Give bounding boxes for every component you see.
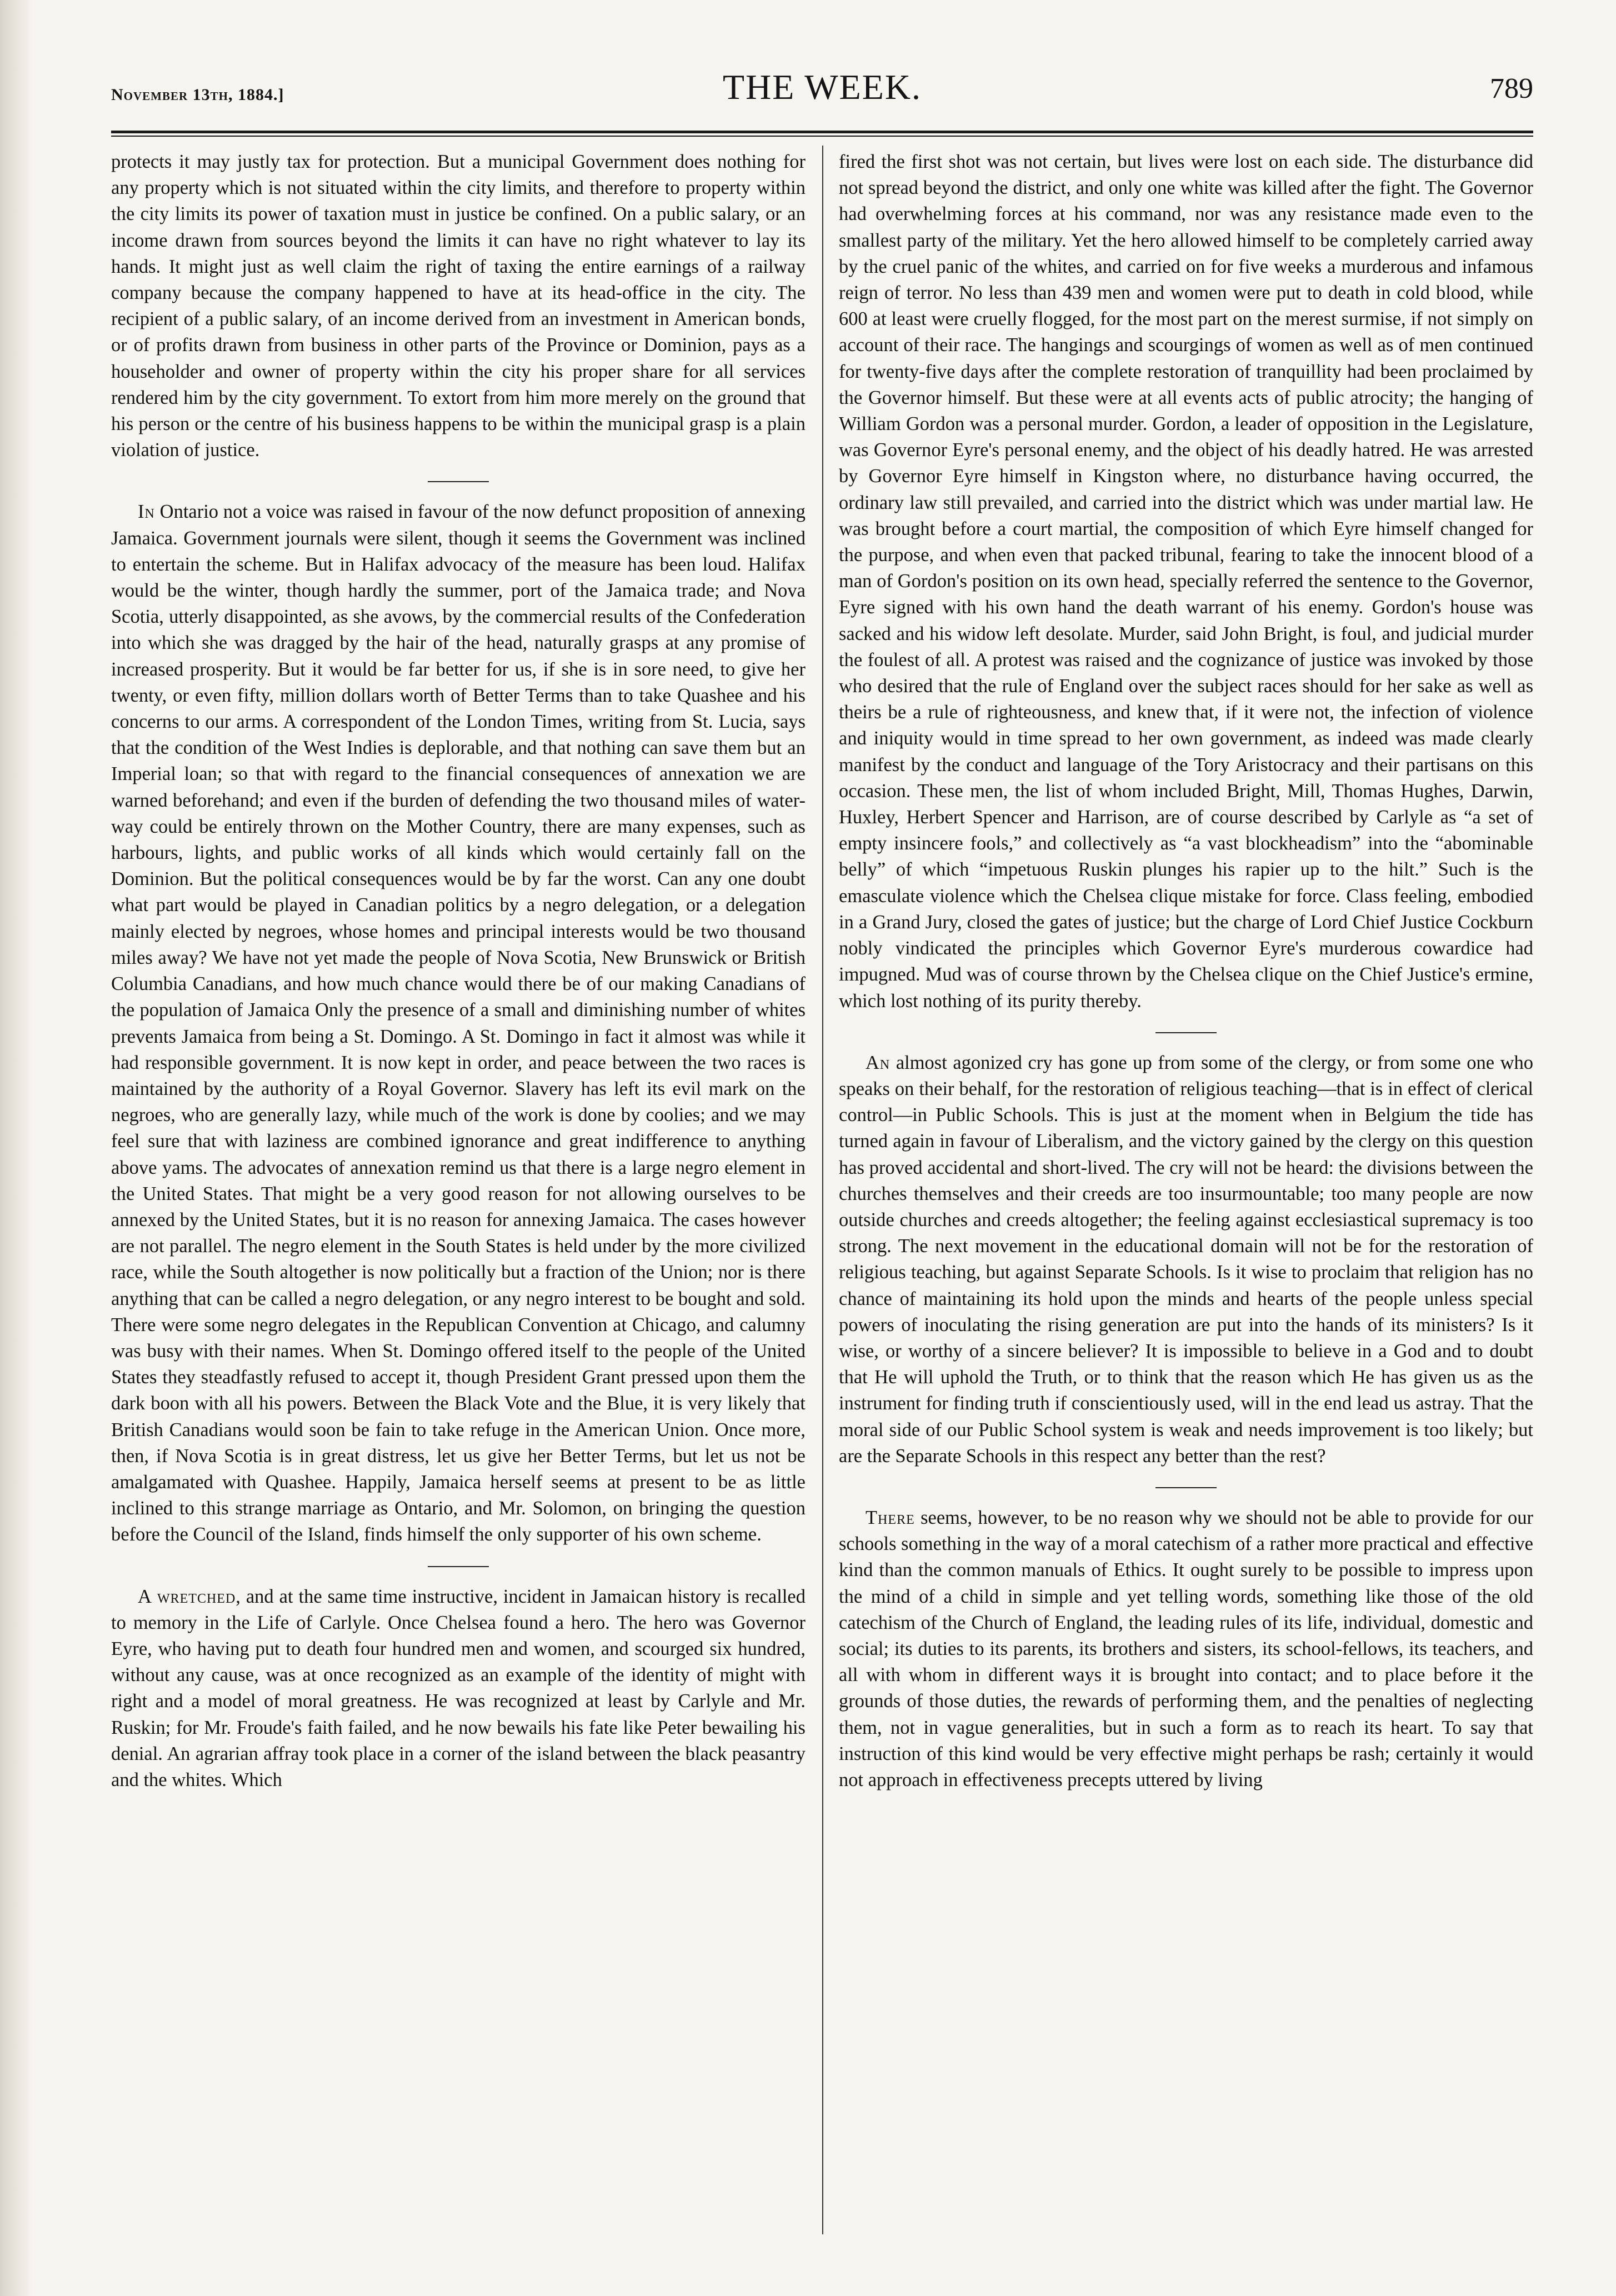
paragraph-text: almost agonized cry has gone up from some of the clergy, or from some one who speaks on their behalf, for the restoration of religious teaching—that is in effect of clerical control—in Public Schools. This is just at the moment when in Belgium the tide has turned again in favour of Liberalism, and the victory gained by the clergy on this question has proved accidental and short-lived. The cry will not be heard: the divisions between the churches themselves and their creeds are too insurmountable; too many people are now outside churches and creeds altogether; the feeling against ecclesiastical supremacy is too strong. The next movement in the educational domain will not be for the restoration of religious teaching, but against Separate Schools. Is it wise to proclaim that religion has no chance of maintaining its hold upon the minds and hearts of the people unless special powers of inoculating the rising generation are put into the hands of its ministers? Is it wise, or worthy of a sincere believer? It is impossible to believe in a God and to doubt that He will uphold the Truth, or to think that the reason which He has given us as the instrument for finding truth if conscientiously used, will in the end lead us astray. That the moral side of our Public School system is weak and needs improvement is too likely; but are the Separate Schools in this respect any better than the rest? — [839, 1052, 1533, 1467]
paragraph-lead: An — [865, 1052, 890, 1073]
left-column — [111, 149, 806, 1793]
issue-date: November 13th, 1884.] — [111, 86, 284, 104]
running-header — [111, 67, 1533, 122]
paragraph-text: protects it may justly tax for protection. But a municipal Government does nothing for any property which is not situated within the city limits, and therefore to property within the city limits its power of taxation must in justice be confined. On a public salary, or an income drawn from sources beyond the limits it can have no right whatever to lay its hands. It might just as well claim the right of taxing the entire earnings of a railway company because the company happened to have at its head-office in the city. The recipient of a public salary, of an income derived from an investment in American bonds, or of profits drawn from business in other parts of the Province or Dominion, pays as a householder and owner of property within the city his proper share for all services rendered him by the city government. To extort from him more merely on the ground that his person or the centre of his business happens to be within the municipal grasp is a plain violation of justice. — [111, 151, 806, 461]
masthead-title: THE WEEK. — [722, 67, 922, 107]
right-column — [839, 149, 1533, 1793]
article-paragraph — [839, 149, 1533, 1014]
article-paragraph — [839, 1050, 1533, 1469]
page-binding-edge — [0, 0, 33, 2296]
section-separator — [428, 1566, 489, 1567]
article-paragraph — [111, 1584, 806, 1794]
paragraph-text: fired the first shot was not certain, but lives were lost on each side. The disturbance did not spread beyond the district, and only one white was killed after the fight. The Governor had overwhelming forces at his command, nor was any resistance made even to the smallest party of the military. Yet the hero allowed himself to be completely carried away by the cruel panic of the whites, and carried on for five weeks a murderous and infamous reign of terror. No less than 439 men and women were put to death in cold blood, while 600 at least were cruelly flogged, for the most part on the merest surmise, if not simply on account of their race. The hangings and scourgings of women as well as of men continued for twenty-five days after the complete restoration of tranquillity had been proclaimed by the Governor himself. But these were at all events acts of public atrocity; the hanging of William Gordon was a personal murder. Gordon, a leader of opposition in the Legislature, was Governor Eyre's personal enemy, and the object of his deadly hatred. He was arrested by Governor Eyre himself in Kingston where, no disturbance having occurred, the ordinary law still prevailed, and carried into the district which was under martial law. He was brought before a court martial, the composition of which Eyre himself changed for the purpose, and when even that packed tribunal, fearing to take the innocent blood of a man of Gordon's position on its own head, specially referred the sentence to the Governor, Eyre signed with his own hand the death warrant of his enemy. Gordon's house was sacked and his widow left desolate. Murder, said John Bright, is foul, and judicial murder the foulest of all. A protest was raised and the cognizance of justice was invoked by those who desired that the rule of England over the subject races should for her sake as well as theirs be a rule of righteousness, and knew that, if it were not, the infection of violence and iniquity would in time spread to her own government, as indeed was made clearly manifest by the conduct and language of the Tory Aristocracy and their partisans on this occasion. These men, the list of whom included Bright, Mill, Thomas Hughes, Darwin, Huxley, Herbert Spencer and Harrison, are of course described by Carlyle as “a set of empty insincere fools,” and collectively as “a vast blockheadism” into the “abominable belly” of which “impetuous Ruskin plunges his rapier up to the hilt.” Such is the emasculate violence which the Chelsea clique mistake for force. Class feeling, embodied in a Grand Jury, closed the gates of justice; but the charge of Lord Chief Justice Cockburn nobly vindicated the principles which Governor Eyre's murderous cowardice had impugned. Mud was of course thrown by the Chelsea clique on the Chief Justice's ermine, which lost nothing of its purity thereby. — [839, 151, 1533, 1012]
article-paragraph — [111, 499, 806, 1548]
header-rule — [111, 131, 1533, 133]
section-separator — [428, 481, 489, 482]
article-paragraph — [839, 1505, 1533, 1793]
paragraph-lead: In — [138, 501, 155, 523]
column-divider — [822, 146, 823, 2234]
paragraph-lead: A wretched — [138, 1585, 236, 1607]
header-rule-thin — [111, 136, 1533, 137]
section-separator — [1155, 1032, 1217, 1033]
paragraph-text: Ontario not a voice was raised in favour of the now defunct proposition of annexing Jamaica. Government journals were silent, though it seems the Government was inclined to entertain the scheme. But in Halifax advocacy of the measure has been loud. Halifax would be the winter, though hardly the summer, port of the Jamaica trade; and Nova Scotia, utterly disappointed, as she avows, by the commercial results of the Confederation into which she was dragged by the hair of the head, naturally grasps at any promise of increased prosperity. But it would be far better for us, if she is in sore need, to give her twenty, or even fifty, million dollars worth of Better Terms than to take Quashee and his concerns to our arms. A correspondent of the London Times, writing from St. Lucia, says that the condition of the West Indies is deplorable, and that nothing can save them but an Imperial loan; so that with regard to the financial consequences of annexation we are warned beforehand; and even if the burden of defending the two thousand miles of water-way could be entirely thrown on the Mother Country, there are many expenses, such as harbours, lights, and public works of all kinds which would certainly fall on the Dominion. But the political consequences would be by far the worst. Can any one doubt what part would be played in Canadian politics by a negro delegation, or a delegation mainly elected by negroes, whose homes and principal interests would be two thousand miles away? We have not yet made the people of Nova Scotia, New Brunswick or British Columbia Canadians, and how much chance would there be of our making Canadians of the population of Jamaica Only the presence of a small and diminishing number of whites prevents Jamaica from being a St. Domingo. A St. Domingo in fact it almost was while it had responsible government. It is now kept in order, and peace between the two races is maintained by the authority of a Royal Governor. Slavery has left its evil mark on the negroes, who are generally lazy, while much of the work is done by coolies; and we may feel sure that with laziness are combined ignorance and great indifference to anything above yams. The advocates of annexation remind us that there is a large negro element in the United States. That might be a very good reason for not allowing ourselves to be annexed by the United States, but it is no reason for annexing Jamaica. The cases however are not parallel. The negro element in the South States is held under by the more civilized race, while the South altogether is now politically but a fraction of the Union; nor is there anything that can be called a negro delegation, or any negro interest to be bought and sold. There were some negro delegates in the Republican Convention at Chicago, and calumny was busy with their names. When St. Domingo offered itself to the people of the United States they steadfastly refused to accept it, though President Grant pressed upon them the dark boon with all his powers. Between the Black Vote and the Blue, it is very likely that British Canadians would soon be fain to take refuge in the American Union. Once more, then, if Nova Scotia is in great distress, let us give her Better Terms, but let us not be amalgamated with Quashee. Happily, Jamaica herself seems at present to be as little inclined to this strange marriage as Ontario, and Mr. Solomon, on bringing the question before the Council of the Island, finds himself the only supporter of his own scheme. — [111, 501, 806, 1545]
paragraph-text: , and at the same time instructive, incident in Jamaican history is recalled to memory in the Life of Carlyle. Once Chelsea found a hero. The hero was Governor Eyre, who having put to death four hundred men and women, and scourged six hundred, without any cause, was at once recognized as an example of the identity of might with right and a model of moral greatness. He was recognized at least by Carlyle and Mr. Ruskin; for Mr. Froude's faith failed, and he now bewails his fate like Peter bewailing his denial. An agrarian affray took place in a corner of the island between the black peasantry and the whites. Which — [111, 1585, 806, 1790]
section-separator — [1155, 1487, 1217, 1488]
article-paragraph — [111, 149, 806, 463]
paragraph-text: seems, however, to be no reason why we should not be able to provide for our schools something in the way of a moral catechism of a rather more practical and effective kind than the common manuals of Ethics. It ought surely to be possible to impress upon the mind of a child in simple and yet telling words, something like those of the old catechism of the Church of England, the leading rules of its life, individual, domestic and social; its duties to its parents, its brothers and sisters, its school-fellows, its teachers, and all with whom in different ways it is brought into contact; and to place before it the grounds of those duties, the rewards of performing them, and the penalties of neglecting them, not in vague generalities, but in such a form as to reach its heart. To say that instruction of this kind would be very effective might perhaps be rash; certainly it would not approach in effectiveness precepts uttered by living — [839, 1507, 1533, 1790]
page-number: 789 — [1490, 73, 1533, 104]
paragraph-lead: There — [865, 1507, 915, 1528]
